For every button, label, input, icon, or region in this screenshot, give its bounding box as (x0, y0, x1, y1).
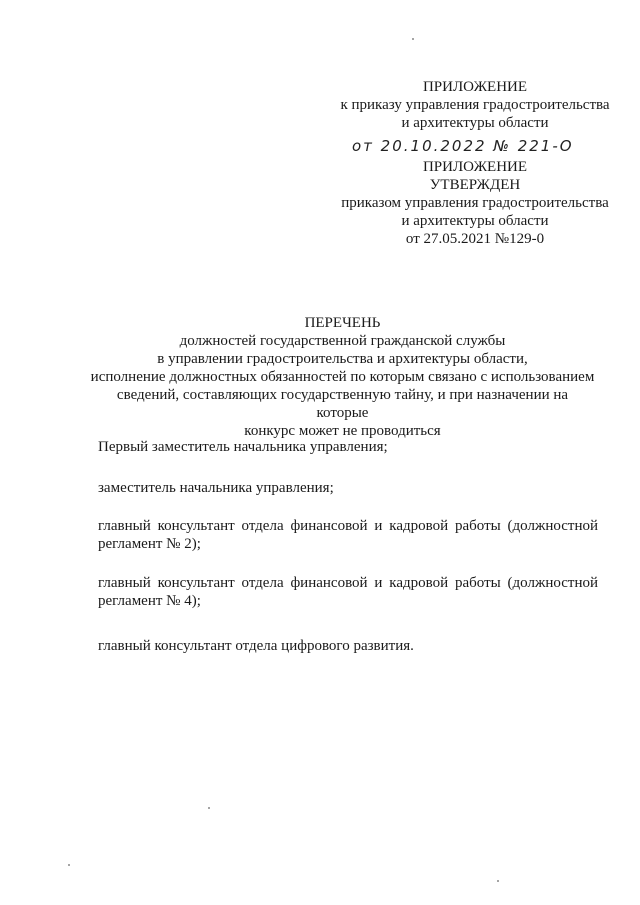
approved-label: УТВЕРЖДЕН (429, 177, 521, 193)
list-item: Первый заместитель начальника управления; (98, 439, 388, 455)
approved-order-line: и архитектуры области (401, 213, 549, 229)
heading-line: конкурс может не проводиться (244, 423, 441, 439)
list-item: главный консультант отдела цифрового развития. (98, 638, 414, 654)
document-heading (90, 314, 595, 440)
list-item: заместитель начальника управления; (98, 480, 334, 496)
appendix-order-line: к приказу управления градостроительства (340, 97, 610, 113)
document-title: ПЕРЕЧЕНЬ (304, 315, 381, 331)
appendix-order-line: и архитектуры области (401, 115, 549, 131)
approved-order-date: от 27.05.2021 №129-0 (405, 231, 545, 247)
heading-line: сведений, составляющих государственную тайну, и при назначении на которые (116, 387, 569, 421)
approved-order-line: приказом управления градостроительства (341, 195, 609, 211)
heading-line: в управлении градостроительства и архитектуры области, (157, 351, 528, 367)
appendix-title: ПРИЛОЖЕНИЕ (422, 159, 528, 175)
handwritten-date-number: от 20.10.2022 № 221-О (352, 137, 574, 155)
list-item: главный консультант отдела финансовой и кадровой работы (должностной регламент № 4); (98, 575, 598, 609)
appendix-title: ПРИЛОЖЕНИЕ (422, 79, 528, 95)
heading-line: должностей государственной гражданской службы (179, 333, 506, 349)
appendix-header-approved (330, 158, 620, 248)
list-item: главный консультант отдела финансовой и кадровой работы (должностной регламент № 2); (98, 518, 598, 552)
heading-line: исполнение должностных обязанностей по которым связано с использованием (90, 369, 595, 385)
appendix-header-current (330, 78, 620, 156)
